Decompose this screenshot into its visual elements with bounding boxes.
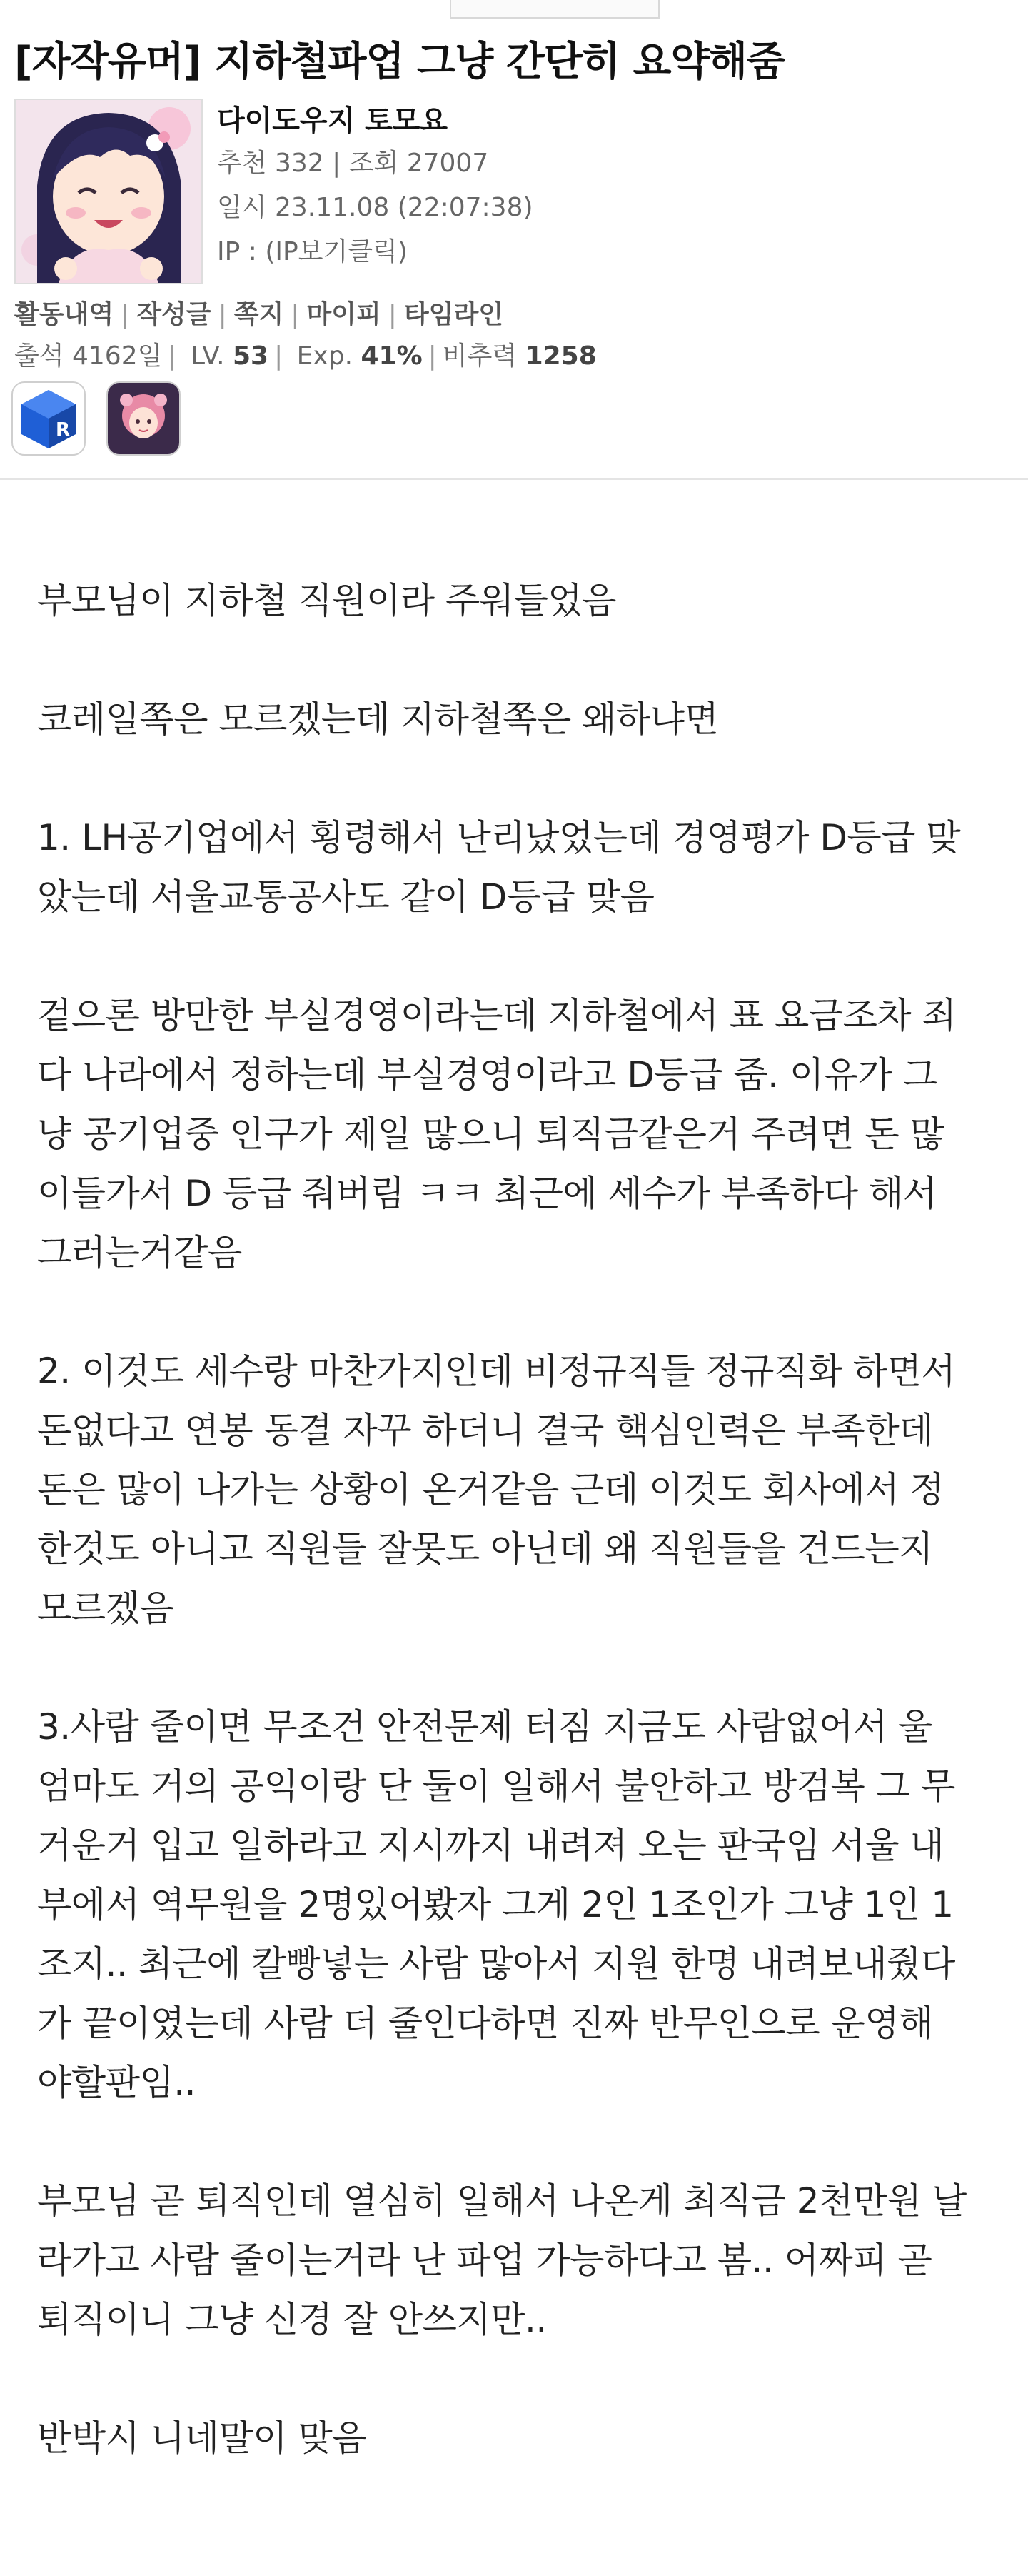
body-paragraph: 반박시 니네말이 맞음 <box>37 2417 366 2459</box>
ip-info[interactable]: IP : (IP보기클릭) <box>217 237 408 266</box>
link-message[interactable]: 쪽지 <box>233 300 284 329</box>
avatar[interactable] <box>14 99 203 284</box>
power-value: 1258 <box>525 341 597 371</box>
post-header <box>0 93 1028 478</box>
separator: | <box>274 341 283 371</box>
author-links <box>14 294 503 331</box>
power-label: 비추력 <box>442 341 518 371</box>
body-paragraph: 겉으론 방만한 부실경영이라는데 지하철에서 표 요금조차 죄 다 나라에서 정하는데 부실경영이라고 D등급 줌. 이유가 그 냥 공기업중 인구가 제일 많으니 퇴직금같은거 주려면 돈 많 이들가서 D 등급 줘버림 ㅋㅋ 최근에 세수가 부족하다 해서 그러는거같음 <box>37 995 957 1273</box>
level-value: 53 <box>232 341 269 371</box>
link-timeline[interactable]: 타임라인 <box>403 300 503 329</box>
body-paragraph: 부모님 곧 퇴직인데 열심히 일해서 나온게 최직금 2천만원 날 라가고 사람 줄이는거라 난 파업 가능하다고 봄.. 어짜피 곧 퇴직이니 그냥 신경 잘 안쓰지만.. <box>37 2180 967 2340</box>
blue-cube-badge-icon[interactable] <box>11 381 86 456</box>
separator: | <box>121 300 130 329</box>
svg-text:R: R <box>56 419 71 441</box>
post-title: [자작유머] 지하철파업 그냥 간단히 요약해줌 <box>14 39 785 85</box>
recommend-views: 추천 332 | 조회 27007 <box>217 149 489 178</box>
attendance: 출석 4162일 <box>14 341 163 371</box>
author-meta <box>217 100 533 274</box>
level-label: LV. <box>190 341 225 371</box>
link-posts[interactable]: 작성글 <box>136 300 211 329</box>
exp-label: Exp. <box>296 341 353 371</box>
separator: | <box>218 300 227 329</box>
post-date: 일시 23.11.08 (22:07:38) <box>217 193 533 222</box>
top-tab-fragment <box>450 0 660 19</box>
author-stats <box>14 336 597 372</box>
separator: | <box>428 341 437 371</box>
link-activity[interactable]: 활동내역 <box>14 300 114 329</box>
body-paragraph: 코레일쪽은 모르겠는데 지하철쪽은 왜하냐면 <box>37 698 719 740</box>
body-paragraph: 부모님이 지하철 직원이라 주워들었음 <box>37 580 616 621</box>
header-divider <box>0 478 1028 480</box>
author-nickname[interactable]: 다이도우지 토모요 <box>217 104 448 137</box>
badges <box>11 381 198 456</box>
body-paragraph: 1. LH공기업에서 횡령해서 난리났었는데 경영평가 D등급 맞 았는데 서울교통공사도 같이 D등급 맞음 <box>37 817 961 918</box>
link-mypi[interactable]: 마이피 <box>306 300 381 329</box>
post-body <box>37 571 1008 2527</box>
body-paragraph: 2. 이것도 세수랑 마찬가지인데 비정규직들 정규직화 하면서 돈없다고 연봉 동결 자꾸 하더니 결국 핵심인력은 부족한데 돈은 많이 나가는 상황이 온거같음 근데 이것도 회사에서 정 한것도 아니고 직원들 잘못도 아닌데 왜 직원들을 건드는지 모르겠음 <box>37 1350 956 1629</box>
pink-character-badge-icon[interactable] <box>106 381 181 456</box>
avatar-anime-girl-icon <box>16 100 201 283</box>
exp-value: 41% <box>361 341 423 371</box>
separator: | <box>291 300 300 329</box>
separator: | <box>388 300 397 329</box>
separator: | <box>168 341 177 371</box>
body-paragraph: 3.사람 줄이면 무조건 안전문제 터짐 지금도 사람없어서 울 엄마도 거의 공익이랑 단 둘이 일해서 불안하고 방검복 그 무 거운거 입고 일하라고 지시까지 내려져 오는 판국임 서울 내 부에서 역무원을 2명있어봤자 그게 2인 1조인가 그냥 1인 1 조지.. 최근에 칼빵넣는 사람 많아서 지원 한명 내려보내줬다 가 끝이였는데 사람 더 줄인다하면 진짜 반무인으로 운영해 야할판임.. <box>37 1706 955 2103</box>
